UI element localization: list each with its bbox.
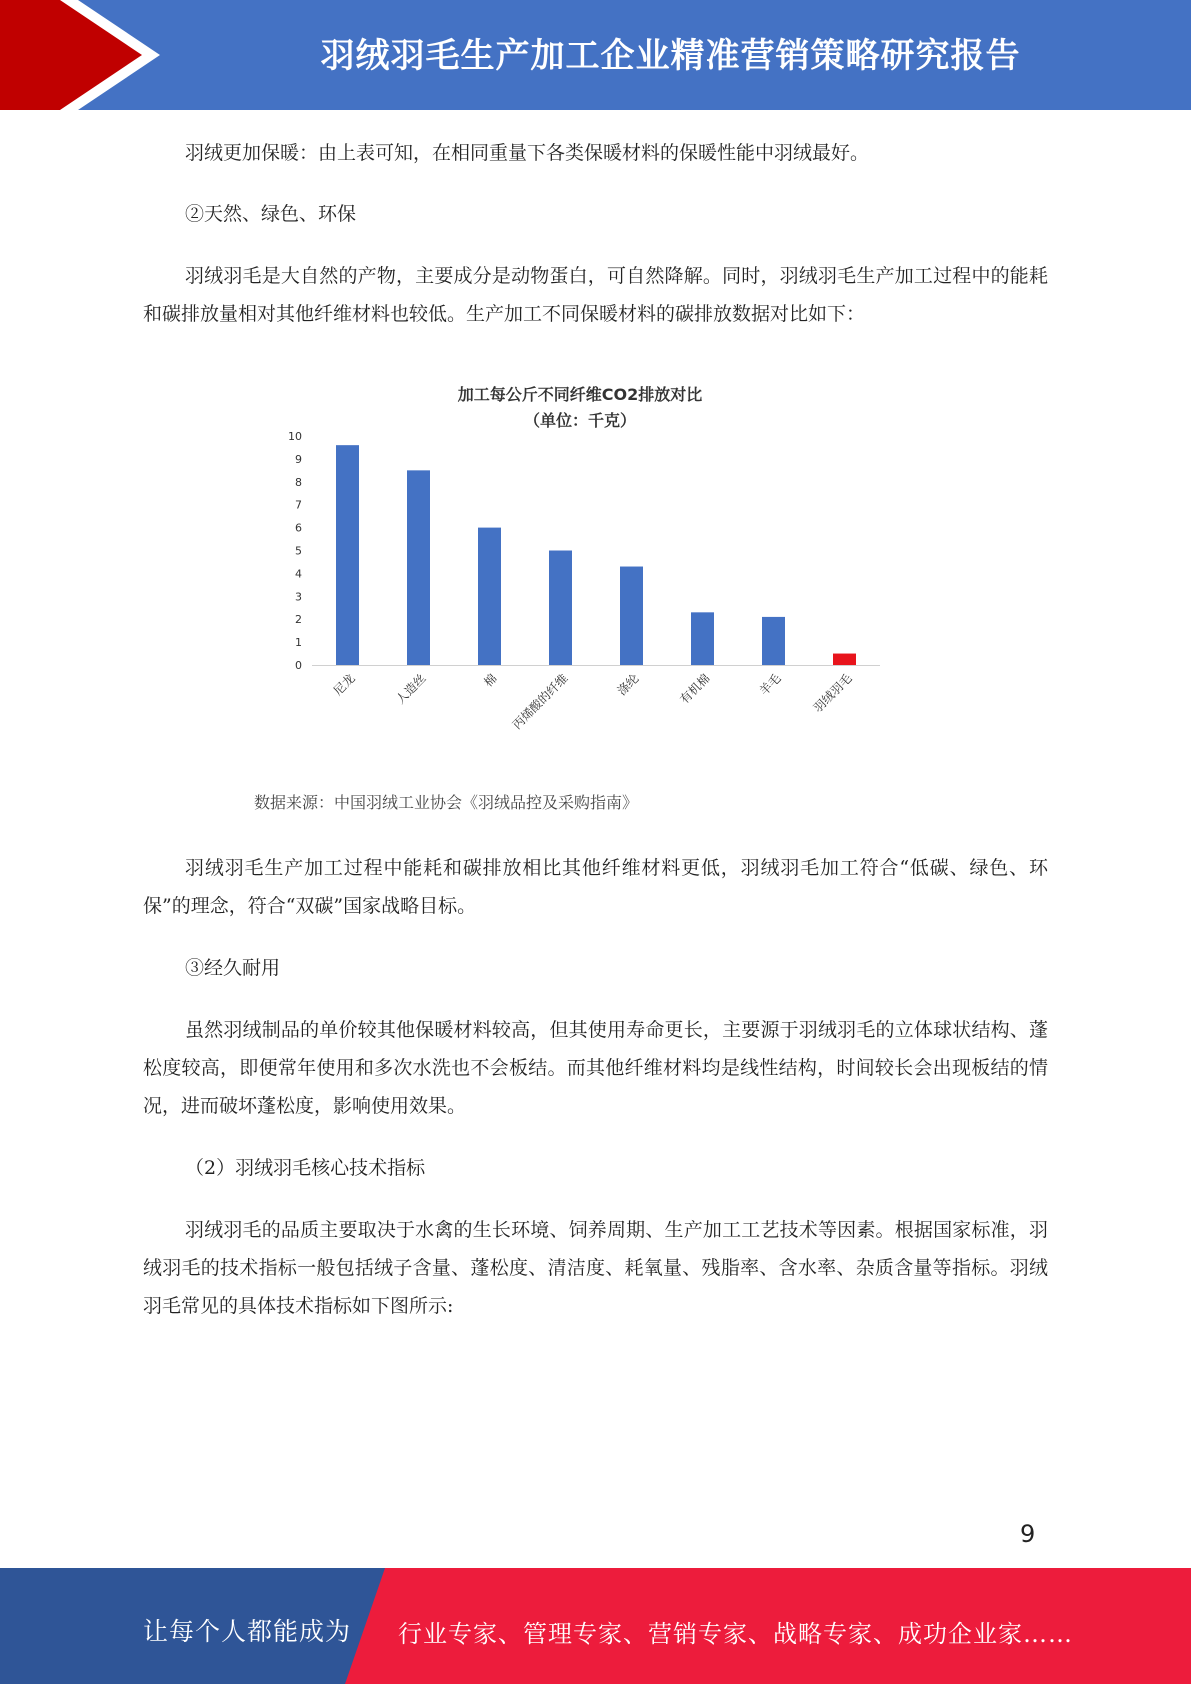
bar — [762, 617, 785, 665]
footer-slogan-left: 让每个人都能成为 — [143, 1617, 352, 1646]
bar — [833, 654, 856, 665]
page-footer — [0, 1568, 1191, 1684]
header-red-chevron — [0, 0, 150, 110]
x-category-label: 丙烯酸的纤维 — [509, 671, 571, 733]
paragraph-durable: 虽然羽绒制品的单价较其他保暖材料较高，但其使用寿命更长，主要源于羽绒羽毛的立体球状结构、蓬松度较高，即便常年使用和多次水洗也不会板结。而其他纤维材料均是线性结构，时间较长会出现板结的情况，进而破坏蓬松度，影响使用效果。 — [143, 1019, 1048, 1117]
bar — [549, 551, 572, 666]
page-number: 9 — [1020, 1520, 1036, 1548]
co2-chart — [260, 372, 900, 752]
bar — [620, 567, 643, 665]
paragraph-tech-indicators: 羽绒羽毛的品质主要取决于水禽的生长环境、饲养周期、生产加工工艺技术等因素。根据国家标准，羽绒羽毛的技术指标一般包括绒子含量、蓬松度、清洁度、耗氧量、残脂率、含水率、杂质含量等指标。羽绒羽毛常见的具体技术指标如下图所示: — [143, 1219, 1048, 1317]
y-tick-label: 1 — [295, 636, 302, 650]
x-category-label: 棉 — [481, 671, 500, 690]
x-category-label: 羽绒羽毛 — [810, 671, 855, 716]
y-tick-label: 7 — [295, 498, 302, 512]
x-category-label: 有机棉 — [677, 671, 713, 707]
report-title: 羽绒羽毛生产加工企业精准营销策略研究报告 — [320, 36, 1021, 76]
heading-tech-indicators: （2）羽绒羽毛核心技术指标 — [185, 1157, 426, 1179]
paragraph-eco: 羽绒羽毛是大自然的产物，主要成分是动物蛋白，可自然降解。同时，羽绒羽毛生产加工过程中的能耗和碳排放量相对其他纤维材料也较低。生产加工不同保暖材料的碳排放数据对比如下： — [143, 265, 1048, 325]
footer-slogan-right: 行业专家、管理专家、营销专家、战略专家、成功企业家…… — [398, 1620, 1073, 1648]
page-header — [0, 0, 1191, 110]
x-category-label: 羊毛 — [756, 671, 784, 699]
chart-plot — [260, 372, 900, 752]
chart-source: 数据来源：中国羽绒工业协会《羽绒品控及采购指南》 — [254, 793, 639, 812]
x-category-label: 涤纶 — [614, 671, 642, 699]
y-tick-label: 8 — [295, 475, 302, 489]
y-tick-label: 4 — [295, 567, 302, 581]
y-tick-label: 3 — [295, 590, 302, 604]
x-category-label: 尼龙 — [330, 671, 358, 699]
y-tick-label: 5 — [295, 544, 302, 558]
heading-eco: ②天然、绿色、环保 — [185, 203, 357, 225]
bar — [407, 470, 430, 665]
paragraph-low-carbon: 羽绒羽毛生产加工过程中能耗和碳排放相比其他纤维材料更低，羽绒羽毛加工符合“低碳、绿色、环保”的理念，符合“双碳”国家战略目标。 — [143, 857, 1048, 917]
chart-subtitle: （单位：千克） — [523, 411, 636, 430]
bar — [478, 528, 501, 665]
y-tick-label: 9 — [295, 452, 302, 466]
y-tick-label: 0 — [295, 659, 302, 672]
chart-title: 加工每公斤不同纤维CO2排放对比 — [457, 385, 703, 404]
bar — [336, 445, 359, 665]
heading-durable: ③经久耐用 — [185, 957, 281, 979]
x-category-label: 人造丝 — [393, 671, 429, 707]
y-tick-label: 6 — [295, 521, 302, 535]
y-tick-label: 2 — [295, 613, 302, 627]
bar — [691, 612, 714, 665]
y-tick-label: 10 — [288, 430, 302, 443]
paragraph-warmth: 羽绒更加保暖：由上表可知，在相同重量下各类保暖材料的保暖性能中羽绒最好。 — [185, 142, 870, 164]
